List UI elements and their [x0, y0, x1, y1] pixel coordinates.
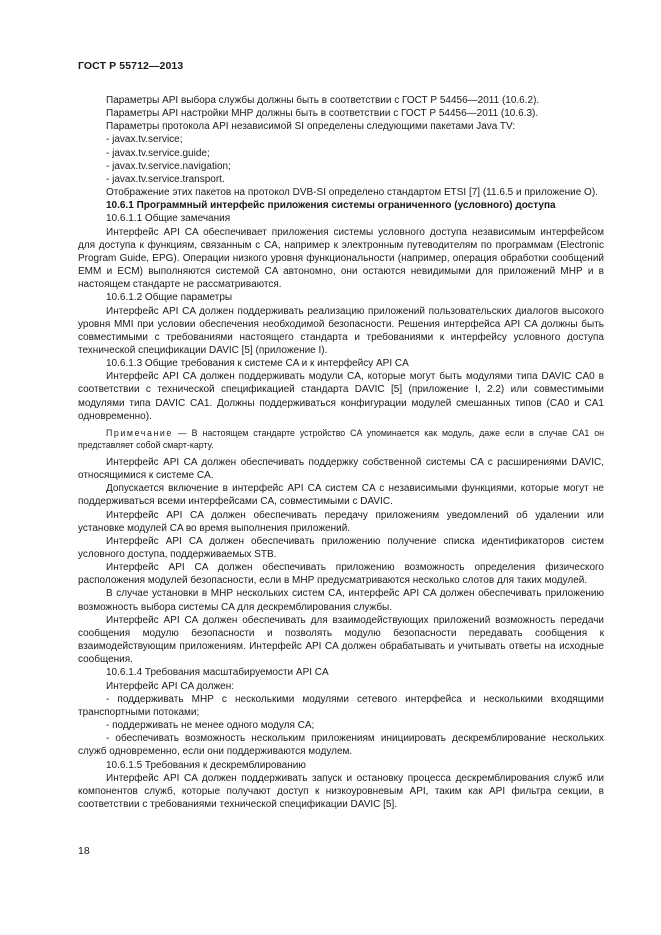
list-item: - javax.tv.service.guide;	[106, 147, 210, 159]
note-text: В настоящем стандарте устройство CA упоминается как модуль, даже если в случае CA1 он представляет собой смарт-карту.	[78, 427, 604, 450]
subsection-heading: 10.6.1.4 Требования масштабируемости API CA	[106, 667, 329, 679]
paragraph: Интерфейс API CA должен поддерживать модули CA, которые могут быть модулями типа DAVIC CA0 в соответствии с технической спецификацией стандарта DAVIC [5] (приложение I, 2.2) или совместимыми модулями типа DAVIC CA1. Должны поддерживаться конфигурации модулей смешанных типов (CA0 и CA1 одновременно).	[78, 371, 604, 422]
list-item: - javax.tv.service.navigation;	[106, 160, 231, 172]
paragraph: Интерфейс API CA должен:	[106, 680, 235, 692]
paragraph: Интерфейс API CA должен обеспечивать приложению возможность определения физического расположения модулей безопасности, если в МНР предусматриваются несколько слотов для таких модулей.	[78, 562, 604, 587]
paragraph: Интерфейс API CA должен обеспечивать передачу приложениям уведомлений об удалении или установке модулей CA во время выполнения приложений.	[78, 509, 604, 534]
paragraph: Интерфейс API CA должен поддерживать реализацию приложений пользовательских диалогов высокого уровня MMI при условии обеспечения необходимой безопасности. Решения интерфейса API CA должны быть совместимыми с требованиями настоящего стандарта и требованиями к интерфейсу условного доступа технической спецификации DAVIC [5] (приложение I).	[78, 305, 604, 356]
paragraph: Интерфейс API CA должен поддерживать запуск и остановку процесса дескремблирования служб или компонентов служб, которые получают доступ к низкоуровневым API, таким как API фильтра секции, в соответствии с требованиями технической спецификации DAVIC [5].	[78, 772, 604, 810]
subsection-heading: 10.6.1.1 Общие замечания	[106, 213, 231, 225]
paragraph: Интерфейс API CA должен обеспечивать для взаимодействующих приложений возможность передачи сообщения модулю безопасности и позволять модулю безопасности передавать сообщения к взаимодействующим приложениям. Интерфейс API CA должен обрабатывать и учитывать ответы на исходные сообщения.	[78, 614, 604, 666]
note-label: Примечание	[106, 427, 173, 438]
list-item: - поддерживать МНР с несколькими модулями сетевого интерфейса и несколькими входящими транспортными потоками;	[78, 693, 604, 718]
list-item: - javax.tv.service;	[106, 134, 183, 146]
subsection-heading: 10.6.1.5 Требования к дескремблированию	[106, 759, 306, 771]
list-item: - обеспечивать возможность нескольким приложениям инициировать дескремблирование нескольких служб одновременно, если они поддерживаются модулем.	[78, 733, 604, 758]
paragraph: Параметры протокола API независимой SI определены следующими пакетами Java TV:	[106, 121, 516, 133]
paragraph: Допускается включение в интерфейс API CA систем CA с независимыми функциями, которые могут не поддерживаться всеми интерфейсами CA, совместимыми с DAVIC.	[78, 483, 604, 508]
subsection-heading: 10.6.1.2 Общие параметры	[106, 292, 233, 304]
list-item: - поддерживать не менее одного модуля CA;	[106, 720, 315, 732]
note-dash: —	[172, 427, 192, 438]
paragraph: Интерфейс API CA должен обеспечивать поддержку собственной системы CA с расширениями DAVIC, относящимися к системе CA.	[78, 456, 604, 482]
subsection-heading: 10.6.1.3 Общие требования к системе CA и к интерфейсу API CA	[106, 358, 409, 370]
paragraph: Параметры API настройки МНР должны быть в соответствии с ГОСТ Р 54456—2011 (10.6.3).	[106, 108, 539, 120]
paragraph: Интерфейс API CA должен обеспечивать приложению получение списка идентификаторов систем условного доступа, поддерживаемых STB.	[78, 535, 604, 560]
paragraph: В случае установки в МНР нескольких систем CA, интерфейс API CA должен обеспечивать приложению возможность выбора системы CA для дескремблирования службы.	[78, 588, 604, 613]
note	[78, 427, 604, 451]
page-number: 18	[78, 845, 90, 857]
document-header: ГОСТ Р 55712—2013	[78, 60, 184, 72]
list-item: - javax.tv.service.transport.	[106, 173, 225, 185]
paragraph: Интерфейс API CA обеспечивает приложения системы условного доступа независимым интерфейсом для доступа к функциям, связанным с CA, например к электронным путеводителям по программам (Electronic Program Guide, EPG). Операции низкого уровня функциональности (например, операция обработки сообщений ЕММ и ECM) выполняются системой CA автономно, они остаются невидимыми для приложений МНР и в настоящем стандарте не рассматриваются.	[78, 226, 604, 291]
paragraph: Отображение этих пакетов на протокол DVB-SI определено стандартом ETSI [7] (11.6.5 и приложение О).	[106, 187, 598, 199]
document-body	[78, 94, 604, 811]
paragraph: Параметры API выбора службы должны быть в соответствии с ГОСТ Р 54456—2011 (10.6.2).	[106, 95, 540, 106]
section-heading: 10.6.1 Программный интерфейс приложения системы ограниченного (условного) доступа	[106, 200, 556, 212]
